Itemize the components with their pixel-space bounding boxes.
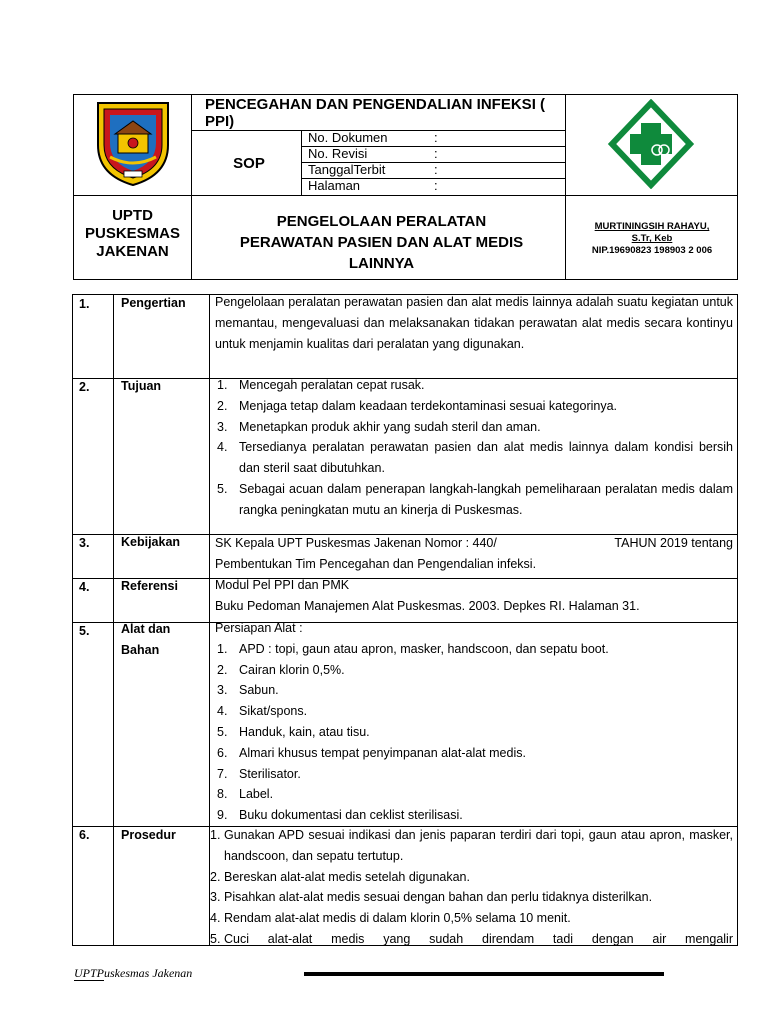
meta-colon: : [434, 178, 438, 193]
footer-unit-name: UPTPuskesmas Jakenan [74, 966, 193, 980]
list-item: 3. Menetapkan produk akhir yang sudah steril dan aman. [217, 419, 541, 434]
list-item: 5. Sebagai acuan dalam penerapan langkah-langkah pemeliharaan peralatan medis dalam rangka peningkatan mutu an kinerja di Puskesmas. [217, 481, 733, 517]
list-item: 5. Handuk, kain, atau tisu. [217, 724, 370, 739]
section-label-alat-bahan: Alat dan Bahan [121, 622, 171, 657]
sop-content-table [72, 294, 738, 946]
meta-tanggal-terbit: TanggalTerbit [308, 162, 386, 177]
document-header [73, 94, 738, 280]
list-item: 2. Cairan klorin 0,5%. [217, 662, 345, 677]
list-item: 9. Buku dokumentasi dan ceklist sterilisasi. [217, 808, 463, 823]
list-item: 3. Sabun. [217, 683, 279, 698]
section-label-referensi: Referensi [121, 579, 178, 593]
kebijakan-text: SK Kepala UPT Puskesmas Jakenan Nomor : 440/ TAHUN 2019 tentang Pembentukan Tim Pencegahan dan Pengendalian infeksi. [215, 536, 733, 571]
section-number: 4. [79, 580, 90, 594]
list-item: 2. Bereskan alat-alat medis setelah digunakan. [210, 869, 470, 884]
pengertian-text: Pengelolaan peralatan perawatan pasien dan alat medis lainnya adalah suatu kegiatan untuk memantau, mengevaluasi dan melaksanakan tidakan perawatan alat medis secara kontinyu untuk menjamin kualitas dari peralatan yang digunakan. [215, 295, 733, 351]
list-item: 6. Almari khusus tempat penyimpanan alat-alat medis. [217, 745, 526, 760]
list-item: 4. Sikat/spons. [217, 704, 308, 719]
meta-no-dokumen: No. Dokumen [308, 130, 388, 145]
footer-divider-bar [304, 972, 664, 976]
section-label-tujuan: Tujuan [121, 379, 162, 393]
meta-halaman: Halaman [308, 178, 361, 193]
referensi-text: Modul Pel PPI dan PMK Buku Pedoman Manajemen Alat Puskesmas. 2003. Depkes RI. Halaman 31. [215, 578, 640, 613]
section-number: 2. [79, 380, 90, 394]
section-number: 1. [79, 297, 90, 311]
regency-crest-icon [88, 97, 178, 189]
list-item: 5. Cuci alat-alat medis yang sudah direndam tadi dengan air mengalir [210, 931, 733, 946]
meta-colon: : [434, 162, 438, 177]
signer-name: MURTININGSIH RAHAYU, [594, 221, 710, 232]
signer-nip: NIP.19690823 198903 2 006 [591, 245, 713, 256]
document-title: PENGELOLAAN PERALATAN PERAWATAN PASIEN DAN ALAT MEDIS LAINNYA [239, 213, 524, 272]
section-number: 5. [79, 624, 90, 638]
meta-colon: : [434, 130, 438, 145]
list-item: 8. Label. [217, 787, 274, 802]
sop-label: SOP [233, 155, 265, 172]
list-item: 4. Tersedianya peralatan perawatan pasien dan alat medis lainnya dalam kondisi bersih dan steril saat dibutuhkan. [217, 440, 733, 476]
alat-bahan-list: Persiapan Alat : 1. APD : topi, gaun atau apron, masker, handscoon, dan sepatu boot. 2. Cairan klorin 0,5%. 3. Sabun. 4. Sikat/spons. 5. Handuk, kain, atau tisu. 6. Almari khusus tempat penyimpanan alat-alat medis. 7. Sterilisator. 8. Label. 9. Buku dokumentasi dan ceklist sterilisasi. [215, 618, 733, 826]
list-item: 1. Gunakan APD sesuai indikasi dan jenis paparan terdiri dari topi, gaun atau apron, masker, handscoon, dan sepatu tertutup. [210, 828, 733, 863]
section-label-prosedur: Prosedur [121, 828, 176, 842]
list-item: 3. Pisahkan alat-alat medis sesuai dengan bahan dan perlu tidaknya disterilkan. [210, 890, 653, 905]
unit-name: UPTD PUSKESMAS JAKENAN [84, 207, 181, 260]
list-item: 2. Menjaga tetap dalam keadaan terdekontaminasi sesuai kategorinya. [217, 398, 618, 413]
list-item: 1. APD : topi, gaun atau apron, masker, handscoon, dan sepatu boot. [217, 641, 609, 656]
tujuan-list [215, 375, 733, 521]
program-title: PENCEGAHAN DAN PENGENDALIAN INFEKSI ( PPI) [205, 96, 546, 130]
section-label-pengertian: Pengertian [121, 296, 186, 310]
meta-colon: : [434, 146, 438, 161]
list-item: 7. Sterilisator. [217, 766, 301, 781]
signer-block [566, 221, 738, 257]
meta-no-revisi: No. Revisi [308, 146, 368, 161]
puskesmas-cross-icon [604, 99, 699, 189]
signer-title: S.Tr, Keb [631, 233, 673, 244]
footer-underline [74, 980, 104, 981]
prosedur-list [210, 825, 733, 950]
section-label-kebijakan: Kebijakan [121, 535, 181, 549]
list-item: 4. Rendam alat-alat medis di dalam klorin 0,5% selama 10 menit. [210, 911, 571, 926]
section-number: 6. [79, 828, 90, 842]
list-item: 1. Mencegah peralatan cepat rusak. [217, 378, 425, 392]
section-number: 3. [79, 536, 90, 550]
